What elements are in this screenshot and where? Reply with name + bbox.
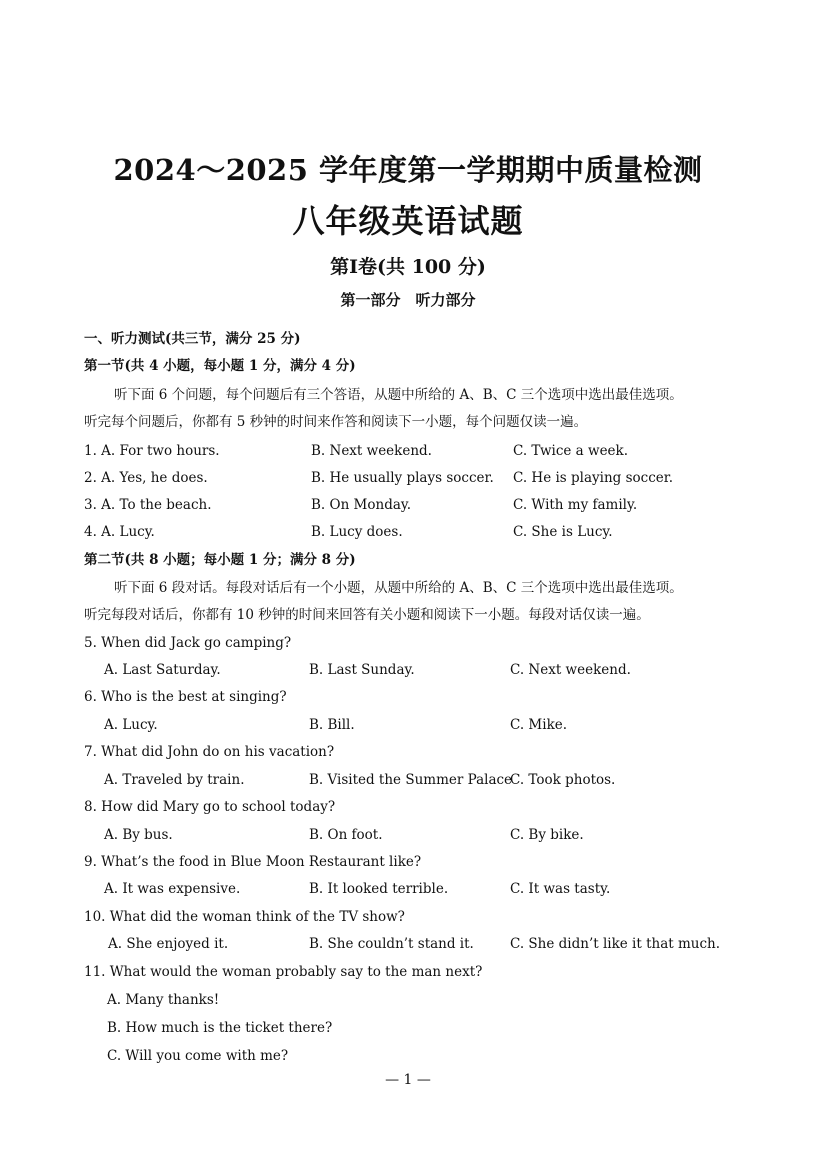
option-a: 3. A. To the beach. — [84, 497, 212, 513]
option-b: B. Last Sunday. — [309, 662, 415, 678]
option-a: A. Many thanks! — [107, 992, 220, 1008]
option-c: C. Took photos. — [510, 772, 616, 788]
option-b: B. He usually plays soccer. — [311, 470, 494, 486]
subsection-1-instructions-1: 听下面 6 个问题，每个问题后有三个答语，从题中所给的 A、B、C 三个选项中选出最佳选项。 — [114, 387, 683, 403]
option-c: C. Will you come with me? — [107, 1048, 289, 1064]
option-a: A. Last Saturday. — [104, 662, 221, 678]
option-b: B. Next weekend. — [311, 443, 432, 459]
option-c: C. She is Lucy. — [513, 524, 613, 540]
question-text: 6. Who is the best at singing? — [84, 689, 287, 705]
option-b: B. Visited the Summer Palace — [309, 772, 513, 788]
part-heading: 第一部分 听力部分 — [340, 291, 476, 309]
option-c: C. He is playing soccer. — [513, 470, 674, 486]
option-b: B. How much is the ticket there? — [107, 1020, 333, 1036]
option-b: B. She couldn’t stand it. — [309, 936, 474, 952]
subsection-2-heading: 第二节(共 8 小题；每小题 1 分；满分 8 分) — [84, 552, 356, 568]
option-a: A. She enjoyed it. — [108, 936, 229, 952]
option-a: A. Lucy. — [104, 717, 158, 733]
subsection-1-heading: 第一节(共 4 小题，每小题 1 分，满分 4 分) — [84, 358, 356, 374]
page-number: — 1 — — [385, 1072, 431, 1088]
exam-title: 2024～2025 学年度第一学期期中质量检测 — [113, 153, 703, 187]
volume-heading: 第Ⅰ卷(共 100 分) — [330, 256, 486, 278]
question-text: 7. What did John do on his vacation? — [84, 744, 335, 760]
option-b: B. Lucy does. — [311, 524, 403, 540]
question-text: 11. What would the woman probably say to the man next? — [84, 964, 483, 980]
option-c: C. Mike. — [510, 717, 568, 733]
option-a: 2. A. Yes, he does. — [84, 470, 208, 486]
option-c: C. She didn’t like it that much. — [510, 936, 721, 952]
option-a: 1. A. For two hours. — [84, 443, 220, 459]
subsection-1-instructions-2: 听完每个问题后，你都有 5 秒钟的时间来作答和阅读下一小题，每个问题仅读一遍。 — [84, 414, 588, 430]
question-text: 9. What’s the food in Blue Moon Restaurant like? — [84, 854, 422, 870]
option-a: 4. A. Lucy. — [84, 524, 155, 540]
question-text: 10. What did the woman think of the TV show? — [84, 909, 405, 925]
option-c: C. By bike. — [510, 827, 584, 843]
subsection-2-instructions-1: 听下面 6 段对话。每段对话后有一个小题，从题中所给的 A、B、C 三个选项中选出最佳选项。 — [114, 580, 683, 596]
option-b: B. On Monday. — [311, 497, 412, 513]
option-a: A. By bus. — [104, 827, 173, 843]
exam-subtitle: 八年级英语试题 — [292, 202, 524, 240]
option-c: C. Twice a week. — [513, 443, 629, 459]
option-b: B. It looked terrible. — [309, 881, 449, 897]
option-c: C. With my family. — [513, 497, 638, 513]
subsection-2-instructions-2: 听完每段对话后，你都有 10 秒钟的时间来回答有关小题和阅读下一小题。每段对话仅读一遍。 — [84, 607, 650, 623]
option-a: A. Traveled by train. — [104, 772, 245, 788]
question-text: 5. When did Jack go camping? — [84, 635, 292, 651]
option-c: C. It was tasty. — [510, 881, 611, 897]
section-heading: 一、听力测试(共三节，满分 25 分) — [84, 331, 301, 347]
option-b: B. On foot. — [309, 827, 383, 843]
question-text: 8. How did Mary go to school today? — [84, 799, 336, 815]
option-a: A. It was expensive. — [104, 881, 241, 897]
option-c: C. Next weekend. — [510, 662, 631, 678]
option-b: B. Bill. — [309, 717, 355, 733]
